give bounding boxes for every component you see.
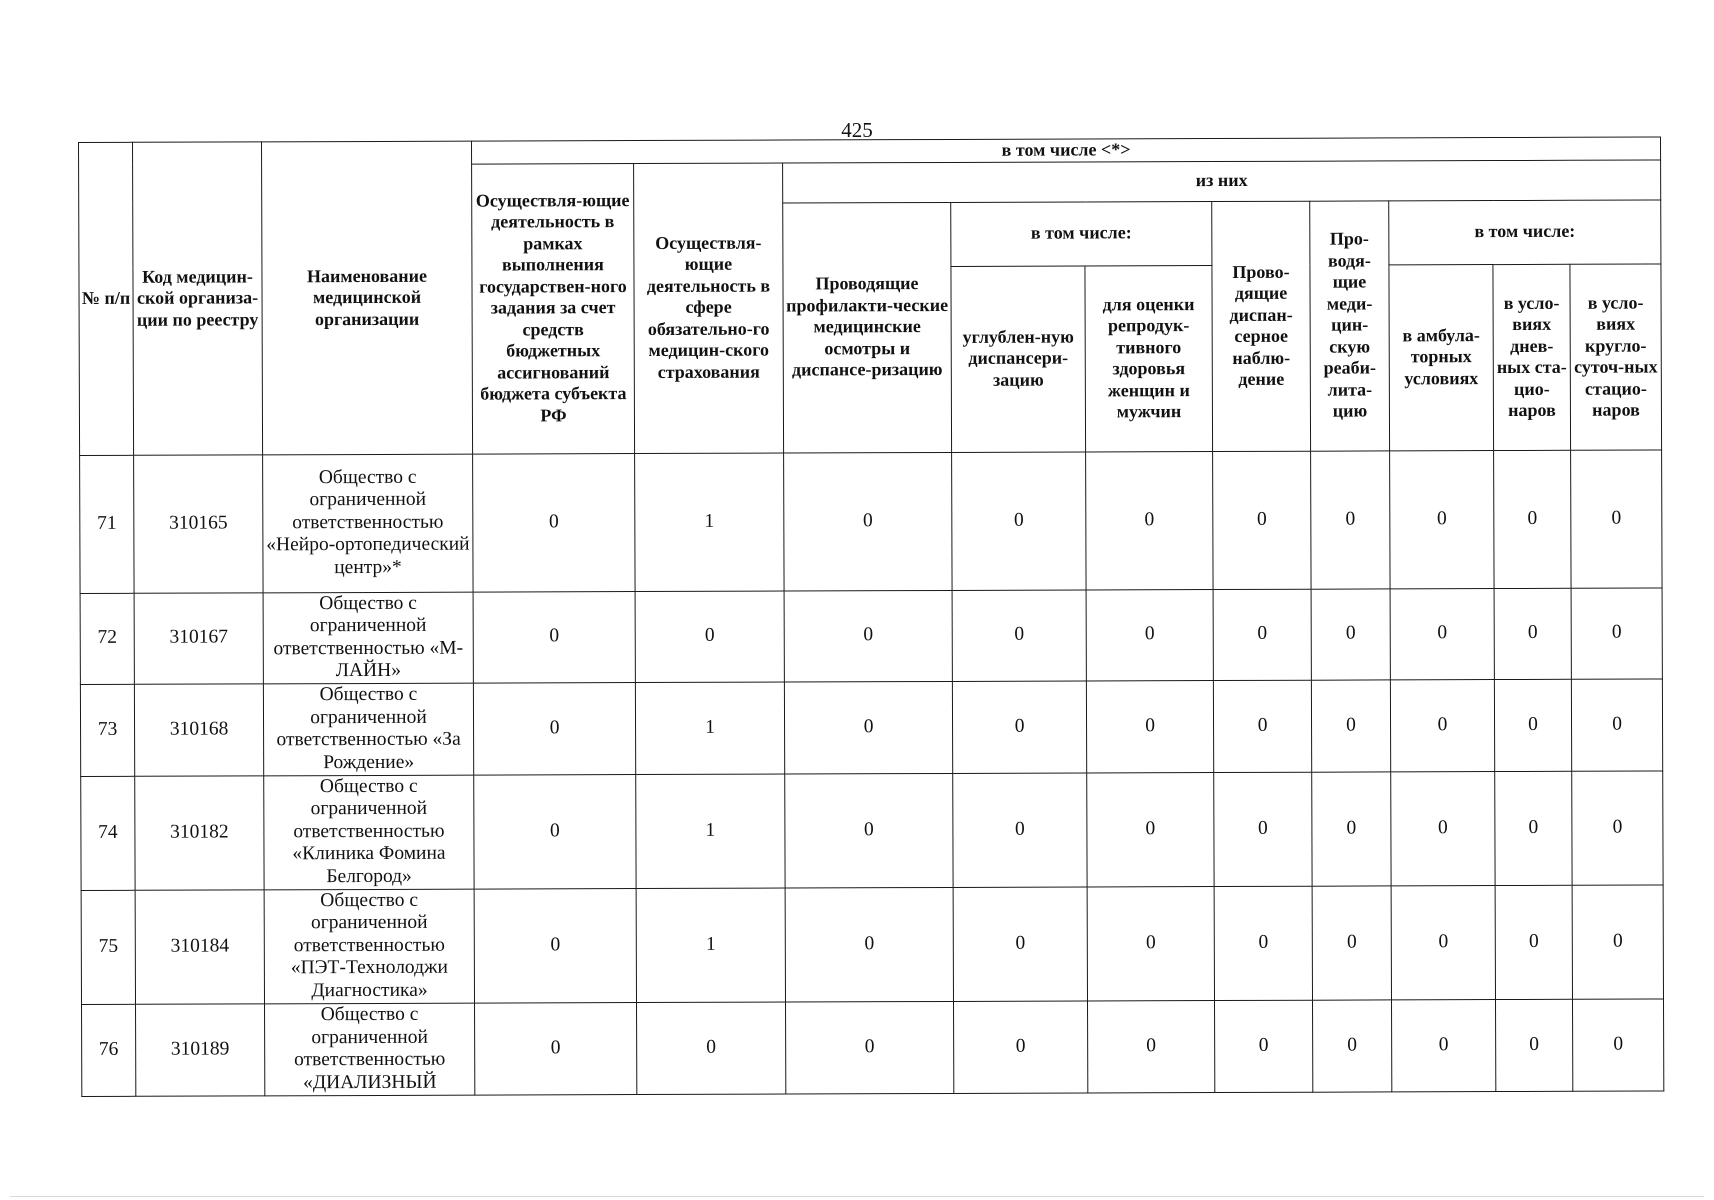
table-row xyxy=(82,998,1664,1096)
cell-prof-exams: 0 xyxy=(785,773,953,888)
cell-ambulatory: 0 xyxy=(1392,999,1496,1091)
cell-prof-exams: 0 xyxy=(785,887,953,1002)
cell-deep-dispensary: 0 xyxy=(952,451,1086,589)
cell-ambulatory: 0 xyxy=(1391,885,1495,999)
cell-round-hospital: 0 xyxy=(1572,998,1663,1090)
medical-organizations-table xyxy=(78,136,1664,1096)
cell-prof-exams: 0 xyxy=(784,590,952,682)
cell-dispensary: 0 xyxy=(1215,1000,1313,1092)
cell-oms: 1 xyxy=(636,774,785,889)
cell-state-task: 0 xyxy=(473,682,635,775)
row-code: 310168 xyxy=(134,683,263,775)
row-code: 310167 xyxy=(134,592,263,683)
cell-day-hospital: 0 xyxy=(1495,885,1572,999)
cell-oms: 0 xyxy=(635,591,784,683)
cell-reproductive: 0 xyxy=(1086,680,1213,772)
cell-round-hospital: 0 xyxy=(1571,678,1662,770)
cell-day-hospital: 0 xyxy=(1495,771,1572,885)
row-org-name: Общество с ограниченной ответственностью «За Рождение» xyxy=(263,683,473,776)
cell-state-task: 0 xyxy=(474,774,636,889)
cell-reproductive: 0 xyxy=(1086,589,1213,680)
row-number: 72 xyxy=(80,593,134,684)
header-in-that-number-3: в том числе: xyxy=(1389,199,1661,264)
cell-state-task: 0 xyxy=(475,1002,637,1095)
header-code: Код медицин-ской организа-ции по реестру xyxy=(133,142,263,455)
cell-day-hospital: 0 xyxy=(1494,588,1571,679)
cell-reproductive: 0 xyxy=(1087,772,1214,886)
header-state-task: Осуществля-ющие деятельность в рамках выполнения государствен-ного задания за счет средств бюджетных ассигнований бюджета субъекта РФ xyxy=(472,163,635,454)
row-code: 310189 xyxy=(136,1003,265,1095)
cell-deep-dispensary: 0 xyxy=(952,589,1086,680)
row-org-name: Общество с ограниченной ответственностью «М-ЛАЙН» xyxy=(263,592,473,684)
table-row xyxy=(81,770,1663,890)
cell-round-hospital: 0 xyxy=(1572,770,1664,884)
cell-rehab: 0 xyxy=(1312,885,1391,999)
row-number: 71 xyxy=(80,455,134,593)
cell-day-hospital: 0 xyxy=(1496,999,1573,1091)
cell-reproductive: 0 xyxy=(1086,451,1213,589)
header-org-name: Наименование медицинской организации xyxy=(262,141,473,454)
cell-prof-exams: 0 xyxy=(784,452,952,591)
cell-deep-dispensary: 0 xyxy=(953,886,1087,1000)
cell-deep-dispensary: 0 xyxy=(953,772,1087,886)
header-deep-dispensary: углублен-ную диспансери-зацию xyxy=(951,265,1086,451)
header-oms: Осуществля-ющие деятельность в сфере обязательно-го медицин-ского страхования xyxy=(634,163,784,454)
cell-reproductive: 0 xyxy=(1087,886,1214,1000)
header-dispensary: Прово-дящие диспан-серное наблю-дение xyxy=(1212,201,1311,451)
cell-ambulatory: 0 xyxy=(1391,771,1495,885)
cell-reproductive: 0 xyxy=(1088,1000,1215,1092)
header-ambulatory: в амбула-торных условиях xyxy=(1389,264,1494,450)
cell-oms: 1 xyxy=(636,888,785,1003)
table-row xyxy=(81,884,1663,1004)
cell-deep-dispensary: 0 xyxy=(952,680,1086,772)
header-rehab: Про-водя-щие меди-цин-скую реаби-лита-цию xyxy=(1310,200,1390,450)
header-in-that-number: в том числе <*> xyxy=(471,137,1660,164)
cell-dispensary: 0 xyxy=(1214,772,1312,886)
cell-oms: 0 xyxy=(637,1002,786,1095)
row-number: 73 xyxy=(80,684,134,776)
page-number: 425 xyxy=(841,118,873,142)
cell-ambulatory: 0 xyxy=(1390,588,1494,679)
header-of-them: из них xyxy=(783,159,1661,202)
header-reproductive: для оценки репродук-тивного здоровья женщин и мужчин xyxy=(1085,265,1213,451)
cell-day-hospital: 0 xyxy=(1494,679,1571,771)
header-day-hospital: в усло-виях днев-ных ста-цио-наров xyxy=(1493,264,1571,450)
header-number: № п/п xyxy=(79,142,134,455)
cell-day-hospital: 0 xyxy=(1494,450,1571,588)
row-org-name: Общество с ограниченной ответственностью «Нейро-ортопедический центр»* xyxy=(263,454,473,593)
cell-dispensary: 0 xyxy=(1213,451,1311,589)
cell-dispensary: 0 xyxy=(1213,680,1311,772)
row-number: 76 xyxy=(82,1004,136,1096)
cell-rehab: 0 xyxy=(1311,588,1390,679)
header-in-that-number-2: в том числе: xyxy=(951,201,1212,266)
cell-rehab: 0 xyxy=(1311,679,1390,771)
cell-rehab: 0 xyxy=(1311,450,1390,588)
cell-round-hospital: 0 xyxy=(1571,449,1663,587)
row-number: 75 xyxy=(81,890,135,1004)
row-code: 310182 xyxy=(135,775,264,889)
cell-deep-dispensary: 0 xyxy=(954,1000,1088,1092)
table-row xyxy=(80,678,1662,776)
header-prof-exams: Проводящие профилакти-ческие медицинские осмотры и диспансе-ризацию xyxy=(783,202,952,453)
cell-ambulatory: 0 xyxy=(1390,679,1494,771)
cell-state-task: 0 xyxy=(473,591,635,683)
cell-oms: 1 xyxy=(635,453,784,592)
cell-dispensary: 0 xyxy=(1213,589,1311,680)
cell-round-hospital: 0 xyxy=(1571,587,1662,678)
row-org-name: Общество с ограниченной ответственностью «ПЭТ-Технолоджи Диагностика» xyxy=(264,889,474,1004)
cell-state-task: 0 xyxy=(473,453,635,592)
cell-state-task: 0 xyxy=(474,888,636,1003)
row-number: 74 xyxy=(81,776,135,890)
cell-round-hospital: 0 xyxy=(1572,884,1664,998)
scan-edge-line xyxy=(10,1196,1704,1197)
table-row xyxy=(80,587,1662,684)
cell-prof-exams: 0 xyxy=(786,1001,954,1094)
header-round-hospital: в усло-виях кругло-суточ-ных стацио-наров xyxy=(1570,263,1662,449)
table-row xyxy=(80,449,1663,593)
row-org-name: Общество с ограниченной ответственностью «ДИАЛИЗНЫЙ xyxy=(265,1003,475,1096)
cell-dispensary: 0 xyxy=(1214,886,1312,1000)
cell-ambulatory: 0 xyxy=(1390,450,1494,588)
cell-oms: 1 xyxy=(635,682,784,775)
cell-rehab: 0 xyxy=(1312,771,1391,885)
row-code: 310184 xyxy=(135,889,264,1003)
cell-prof-exams: 0 xyxy=(784,681,952,774)
cell-rehab: 0 xyxy=(1313,999,1392,1091)
row-code: 310165 xyxy=(134,454,263,592)
row-org-name: Общество с ограниченной ответственностью «Клиника Фомина Белгород» xyxy=(264,775,474,890)
